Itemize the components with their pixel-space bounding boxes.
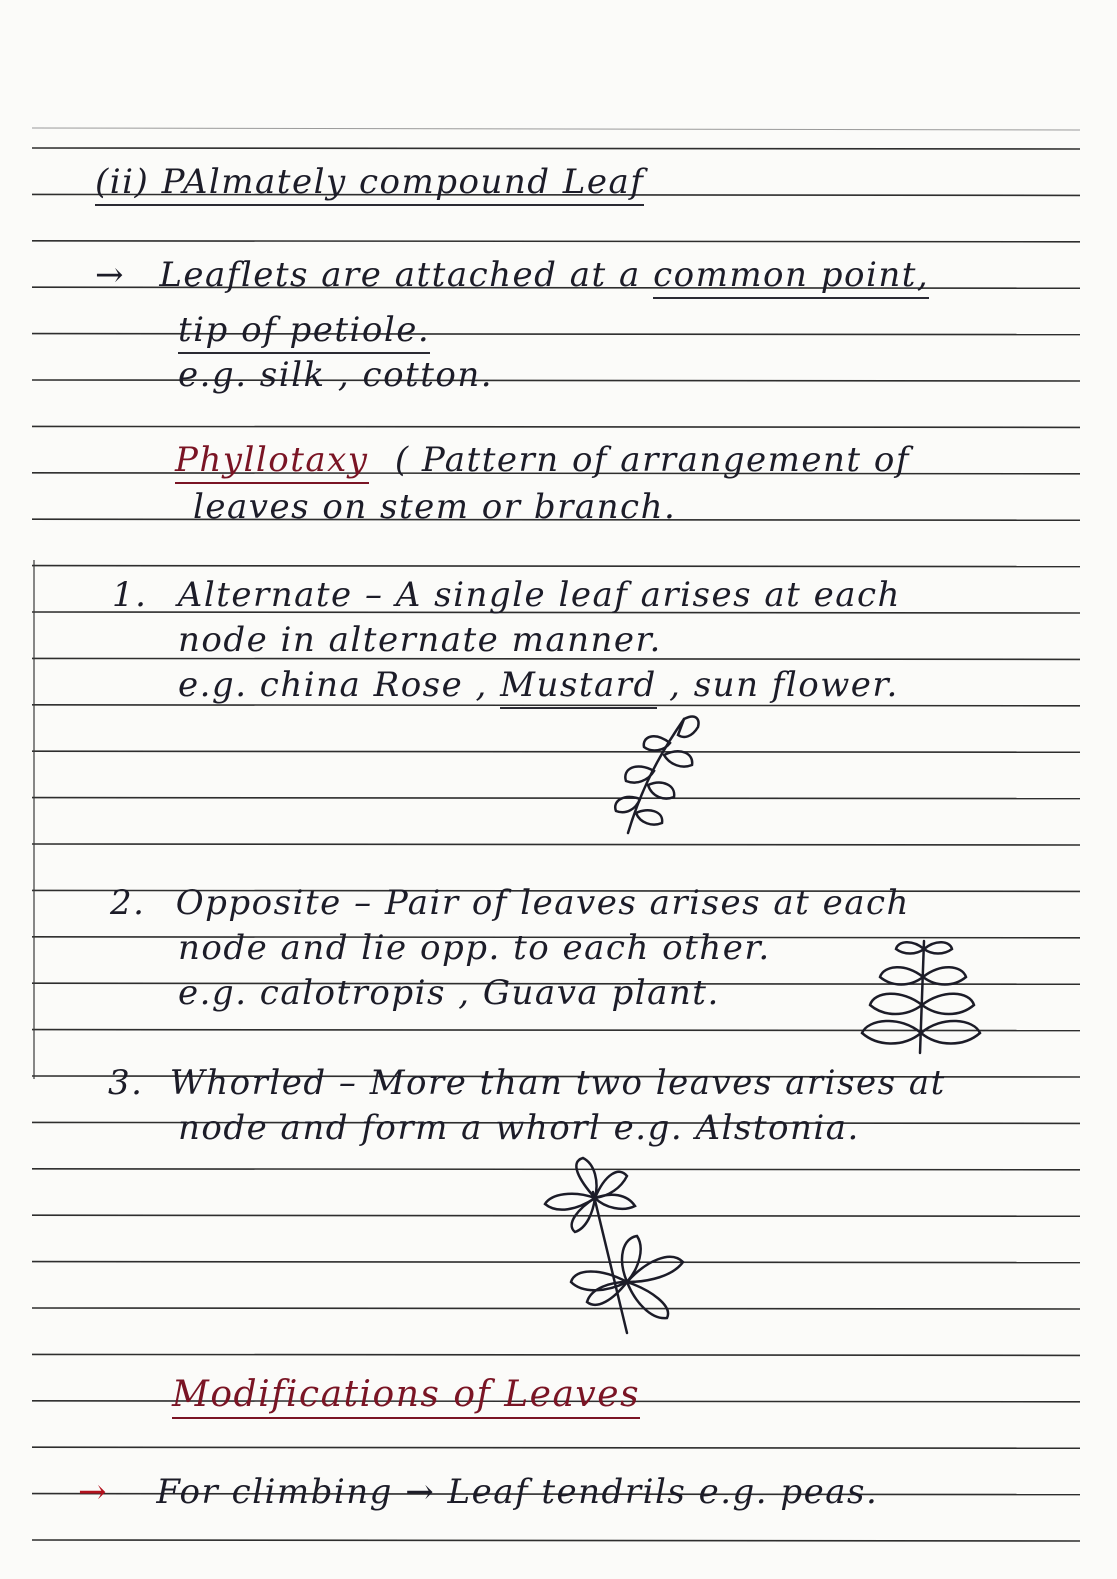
whorled-number: 3.: [108, 1063, 144, 1103]
phyllotaxy-title: Phyllotaxy: [175, 440, 369, 484]
palmate-desc-underlined: common point,: [653, 255, 929, 299]
phyllotaxy-definition-1: ( Pattern of arrangement of: [394, 440, 910, 480]
whorled-leaf-sketch-icon: [535, 1150, 705, 1335]
modifications-title: Modifications of Leaves: [172, 1375, 640, 1419]
opposite-line-1: [110, 883, 910, 923]
alternate-example-suffix: , sun flower.: [669, 665, 899, 705]
rule-line: [32, 241, 1080, 242]
rule-line: [32, 751, 1080, 752]
alternate-example-prefix: e.g. china Rose ,: [178, 665, 488, 705]
palmate-desc-line-2: tip of petiole.: [178, 310, 430, 354]
opposite-desc-2: node and lie opp. to each other.: [178, 928, 771, 968]
rule-line: [32, 844, 1080, 845]
opposite-example: e.g. calotropis , Guava plant.: [178, 973, 720, 1013]
alternate-name: Alternate: [177, 575, 353, 615]
rule-line: [32, 798, 1080, 799]
whorled-name: Whorled: [169, 1063, 327, 1103]
rule-line: [32, 566, 1080, 567]
alternate-example-underlined: Mustard: [500, 665, 657, 709]
opposite-number: 2.: [110, 883, 146, 923]
phyllotaxy-line-1: [175, 440, 910, 480]
opposite-desc: – Pair of leaves arises at each: [354, 883, 910, 923]
modifications-item-row: [78, 1472, 878, 1512]
palmate-desc-text: Leaflets are attached at a: [159, 255, 641, 295]
alternate-example: [178, 665, 899, 705]
palmate-desc-line-1: [95, 255, 929, 295]
alternate-leaf-sketch-icon: [600, 705, 710, 840]
alternate-desc: – A single leaf arises at each: [365, 575, 901, 615]
palmate-example: e.g. silk , cotton.: [178, 355, 494, 395]
opposite-name: Opposite: [175, 883, 342, 923]
phyllotaxy-definition-2: leaves on stem or branch.: [193, 487, 677, 527]
rule-line: [32, 148, 1080, 149]
modifications-item: For climbing → Leaf tendrils e.g. peas.: [156, 1472, 879, 1512]
opposite-leaf-sketch-icon: [858, 935, 988, 1055]
arrow-icon: →: [95, 255, 125, 295]
rule-line: [32, 1447, 1080, 1448]
rule-line: [32, 426, 1080, 427]
palmate-heading: (ii) PAlmately compound Leaf: [95, 162, 644, 206]
alternate-line-1: [112, 575, 901, 615]
red-arrow-icon: →: [78, 1472, 108, 1512]
header-rule-line: [32, 128, 1080, 130]
alternate-number: 1.: [112, 575, 148, 615]
rule-line: [32, 1354, 1080, 1355]
rule-line: [32, 1540, 1080, 1541]
whorled-desc-2: node and form a whorl e.g. Alstonia.: [178, 1108, 860, 1148]
whorled-desc: – More than two leaves arises at: [338, 1063, 946, 1103]
whorled-line-1: [108, 1063, 946, 1103]
alternate-desc-2: node in alternate manner.: [178, 620, 662, 660]
